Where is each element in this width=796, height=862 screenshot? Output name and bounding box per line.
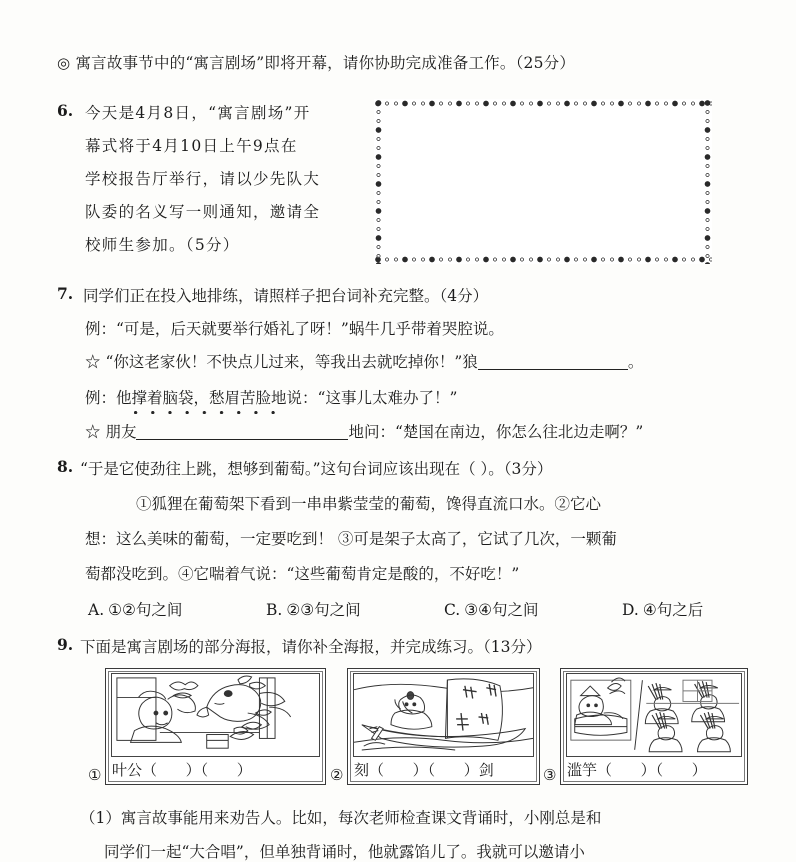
question-8-passage-line: 萄都没吃到。④它喘着气说：“这些葡萄肯定是酸的，不好吃！” [85, 565, 520, 583]
poster-row [88, 668, 748, 788]
poster-2-caption [354, 758, 535, 783]
poster-3-caption-mid: ）（ [640, 761, 664, 779]
poster-2[interactable] [330, 668, 540, 785]
star-icon: ☆ [85, 353, 101, 371]
decorative-border-bottom [374, 255, 712, 264]
option-c-label: C. [444, 601, 461, 619]
poster-2-caption-after: ）剑 [463, 761, 494, 779]
poster-3-caption [567, 758, 743, 783]
bullet-icon: ◎ [57, 54, 71, 72]
question-6-line: 今天是4月8日，“寓言剧场”开 [85, 104, 311, 122]
question-9-sub1-line-1: （1）寓言故事能用来劝告人。比如，每次老师检查课文背诵时，小刚总是和 [80, 809, 602, 827]
question-7-example-2-suffix: 说：“这事儿太难办了！” [286, 389, 458, 407]
decorative-border-left [374, 99, 383, 264]
emphasis-dotted-phrase: 撑着脑袋，愁眉苦脸地 [131, 389, 287, 407]
option-b-label: B. [266, 601, 283, 619]
question-7-item-1-text: “你这老家伙！不快点儿过来，等我出去就吃掉你！”狼 [105, 353, 478, 371]
poster-3-caption-after: ） [691, 761, 707, 779]
answer-blank-2[interactable] [136, 423, 348, 440]
question-7-example-2-prefix: 例：他 [85, 389, 132, 407]
poster-1-caption-after: ） [236, 761, 252, 779]
poster-3-caption-before: 滥竽（ [567, 761, 613, 779]
question-9-stem: 下面是寓言剧场的部分海报，请你补全海报，并完成练习。（13分） [80, 638, 542, 656]
question-6-line: 幕式将于4月10日上午9点在 [85, 137, 298, 155]
question-9-number: 9. [57, 635, 74, 654]
poster-3-blank-1[interactable] [617, 761, 641, 779]
question-7-example-1: 例：“可是，后天就要举行婚礼了呀！”蜗牛几乎带着哭腔说。 [85, 320, 504, 338]
poster-1-blank-1[interactable] [162, 761, 186, 779]
question-7-example-2 [85, 386, 457, 408]
option-d[interactable] [622, 598, 703, 620]
option-a[interactable] [88, 598, 266, 620]
poster-2-caption-mid: ）（ [412, 761, 436, 779]
poster-1-caption [112, 758, 321, 783]
question-7-item-1-tail: 。 [627, 353, 644, 371]
option-d-text: ④句之后 [642, 601, 704, 619]
question-8-passage-line: ①狐狸在葡萄架下看到一串串紫莹莹的葡萄，馋得直流口水。②它心 [136, 495, 602, 513]
poster-2-caption-before: 刻（ [354, 761, 385, 779]
poster-1-blank-2[interactable] [213, 761, 237, 779]
poster-2-frame [347, 668, 540, 785]
poster-3-index: ③ [543, 766, 557, 784]
poster-1[interactable] [88, 668, 326, 785]
poster-2-index: ② [330, 766, 344, 784]
option-b[interactable] [266, 598, 444, 620]
ye-gong-hao-long-illustration [111, 673, 320, 757]
ke-zhou-qiu-jian-illustration [353, 673, 534, 757]
question-8-stem: “于是它使劲往上跳，想够到葡萄。”这句台词应该出现在（ ）。（3分） [80, 460, 553, 478]
decorative-border-top [374, 99, 712, 108]
poster-1-caption-before: 叶公（ [112, 761, 158, 779]
question-6-number: 6. [57, 101, 74, 120]
question-7-item-2 [85, 420, 643, 442]
question-7-stem: 同学们正在投入地排练，请照样子把台词补充完整。（4分） [83, 287, 489, 305]
section-header-text: 寓言故事节中的“寓言剧场”即将开幕，请你协助完成准备工作。（25分） [75, 54, 576, 72]
question-9-sub1-line-2: 同学们一起“大合唱”，但单独背诵时，他就露馅儿了。我就可以邀请小 [104, 843, 585, 861]
poster-3-blank-2[interactable] [668, 761, 692, 779]
option-a-text: ①②句之间 [108, 601, 183, 619]
poster-3-frame [560, 668, 748, 785]
lan-yu-chong-shu-illustration [566, 673, 742, 757]
question-7-item-1 [85, 350, 643, 372]
poster-3[interactable] [543, 668, 748, 785]
question-8-number: 8. [57, 457, 74, 476]
decorative-border-right [703, 99, 712, 264]
question-8-passage-line: 想：这么美味的葡萄，一定要吃到！ ③可是架子太高了，它试了几次，一颗葡 [85, 530, 617, 548]
option-c-text: ③④句之间 [464, 601, 539, 619]
section-header [57, 55, 575, 73]
poster-1-caption-mid: ）（ [185, 761, 209, 779]
option-a-label: A. [88, 601, 105, 619]
poster-2-blank-1[interactable] [389, 761, 413, 779]
question-8-options [88, 598, 748, 620]
question-7-item-2-tail: 地问：“楚国在南边，你怎么往北边走啊？” [348, 423, 644, 441]
option-b-text: ②③句之间 [286, 601, 361, 619]
question-6-answer-box[interactable] [374, 99, 712, 264]
option-d-label: D. [622, 601, 639, 619]
question-7-number: 7. [57, 284, 74, 303]
poster-1-index: ① [88, 766, 102, 784]
question-7-item-2-text: 朋友 [105, 423, 137, 441]
poster-1-frame [105, 668, 326, 785]
star-icon: ☆ [85, 423, 101, 441]
answer-blank-1[interactable] [478, 353, 628, 370]
question-6-line: 校师生参加。（5分） [85, 236, 240, 254]
option-c[interactable] [444, 598, 622, 620]
question-6-line: 学校报告厅举行，请以少先队大 [85, 170, 321, 188]
question-6-line: 队委的名义写一则通知，邀请全 [85, 203, 321, 221]
poster-2-blank-2[interactable] [440, 761, 464, 779]
